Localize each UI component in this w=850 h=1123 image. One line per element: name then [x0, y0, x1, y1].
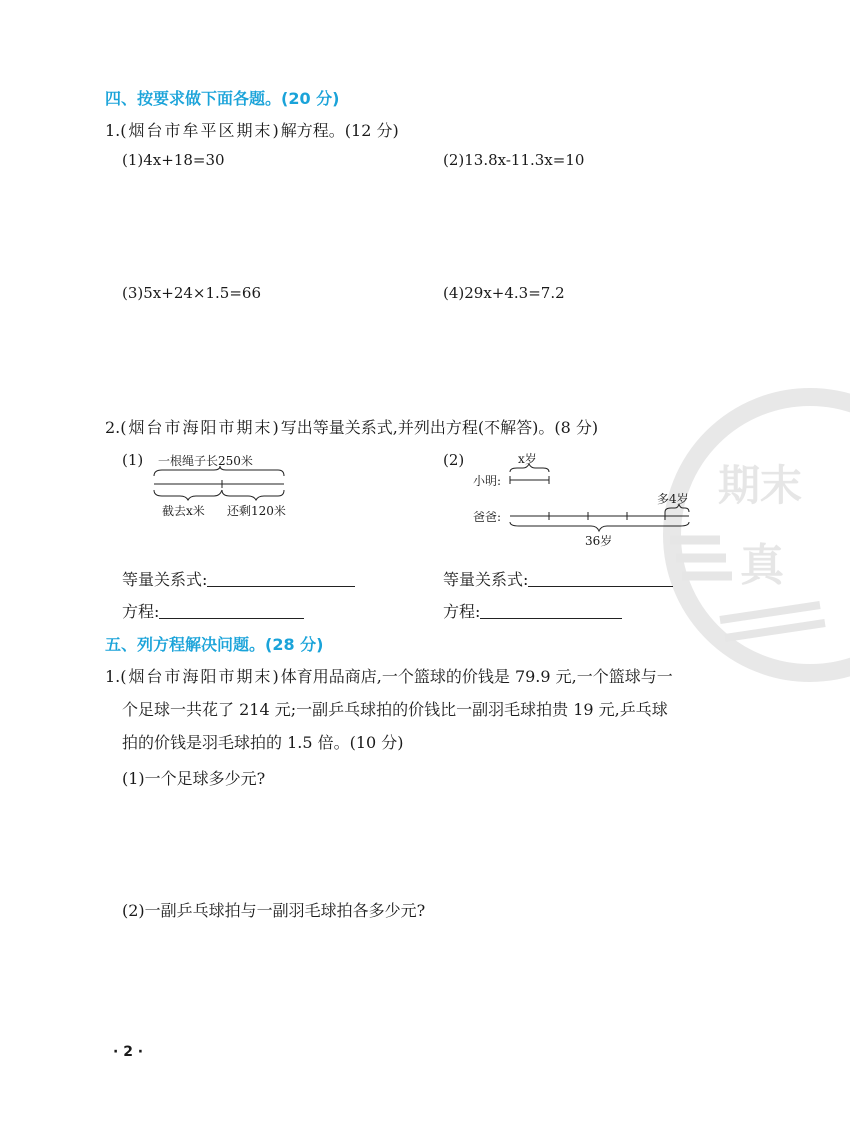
relation-label: 等量关系式: [122, 570, 208, 589]
question-source: (烟台市牟平区期末) [120, 121, 281, 140]
relation-answer-line[interactable] [207, 570, 355, 587]
equation-answer-line[interactable] [159, 602, 304, 619]
equation-label: 方程: [122, 602, 160, 621]
equation-item-1: (1)4x+18=30 [122, 151, 225, 169]
rope-diagram [150, 466, 290, 502]
diagram-2-top-label: x岁 [518, 452, 537, 466]
diagram-1-right-label: 还剩120米 [227, 504, 286, 518]
watermark-logo [660, 390, 850, 680]
page-number: · 2 · [113, 1044, 144, 1060]
problem-1-line-3: 拍的价钱是羽毛球拍的 1.5 倍。(10 分) [122, 733, 404, 752]
problem-1-sub-1: (1)一个足球多少元? [122, 769, 266, 788]
watermark-text-2: 真 [740, 540, 784, 591]
problem-1-sub-2: (2)一副乒乓球拍与一副羽毛球拍各多少元? [122, 901, 426, 920]
diagram-2-label: (2) [443, 451, 465, 469]
problem-1-line-2: 个足球一共花了 214 元;一副乒乓球拍的价钱比一副羽毛球拍贵 19 元,乒乓球 [122, 700, 668, 719]
question-number: 1. [105, 667, 121, 686]
diagram-1-left-label: 截去x米 [162, 504, 205, 518]
question-number: 1. [105, 121, 121, 140]
question-2 [105, 415, 598, 438]
question-text: 写出等量关系式,并列出方程(不解答)。(8 分) [280, 418, 599, 437]
question-text: 体育用品商店,一个篮球的价钱是 79.9 元,一个篮球与一 [280, 667, 673, 686]
age-diagram [505, 460, 695, 535]
diagram-2-row2-label: 爸爸: [473, 510, 502, 524]
diagram-1-label: (1) [122, 451, 144, 469]
equation-item-3: (3)5x+24×1.5=66 [122, 284, 261, 302]
question-source: (烟台市海阳市期末) [120, 667, 281, 686]
relation-answer-line[interactable] [528, 570, 673, 587]
question-number: 2. [105, 418, 121, 437]
equation-answer-1 [122, 599, 304, 622]
relation-label: 等量关系式: [443, 570, 529, 589]
relation-answer-2 [443, 567, 673, 590]
diagram-2-row1-label: 小明: [473, 474, 502, 488]
question-1 [105, 118, 399, 141]
equation-item-4: (4)29x+4.3=7.2 [443, 284, 565, 302]
diagram-2-extra-label: 多4岁 [657, 492, 689, 506]
problem-1-line-1 [105, 664, 673, 687]
question-source: (烟台市海阳市期末) [120, 418, 281, 437]
section-4-title: 四、按要求做下面各题。(20 分) [105, 89, 340, 108]
diagram-2-total-label: 36岁 [585, 534, 613, 548]
diagram-1-top-label: 一根绳子长250米 [158, 454, 253, 468]
question-text: 解方程。(12 分) [280, 121, 399, 140]
equation-answer-line[interactable] [480, 602, 622, 619]
relation-answer-1 [122, 567, 355, 590]
equation-label: 方程: [443, 602, 481, 621]
section-5-title: 五、列方程解决问题。(28 分) [105, 635, 324, 654]
equation-item-2: (2)13.8x-11.3x=10 [443, 151, 585, 169]
watermark-text-1: 期末 [718, 461, 803, 510]
equation-answer-2 [443, 599, 622, 622]
